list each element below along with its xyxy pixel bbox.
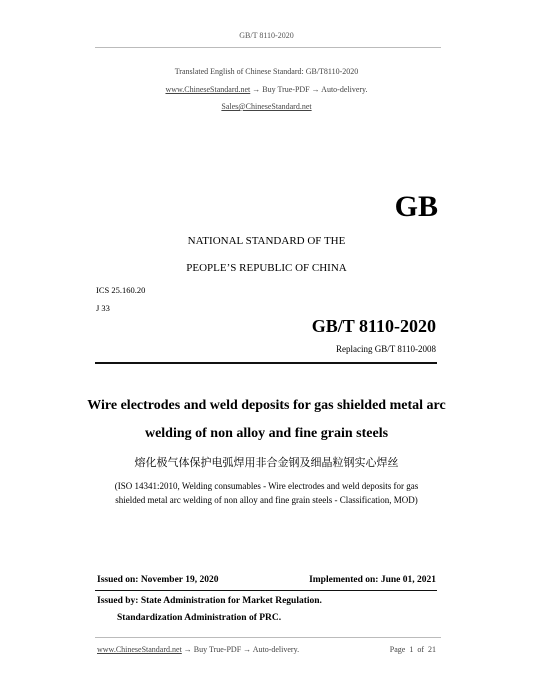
page-total: 21 (428, 645, 436, 654)
iso-reference-line1: (ISO 14341:2010, Welding consumables - Wire electrodes and weld deposits for gas (114, 481, 419, 491)
of-label: of (417, 645, 424, 654)
site-link[interactable]: www.ChineseStandard.net (165, 85, 251, 94)
purchase-line (0, 85, 533, 94)
running-header: GB/T 8110-2020 (239, 31, 294, 40)
page-indicator (390, 645, 436, 654)
footer-divider (95, 637, 441, 638)
email-line (0, 102, 533, 111)
implemented-on: Implemented on: June 01, 2021 (309, 575, 436, 585)
national-standard-line1: NATIONAL STANDARD OF THE (187, 235, 346, 247)
chinese-title: 熔化极气体保护电弧焊用非合金钢及细晶粒钢实心焊丝 (134, 456, 399, 469)
email-link[interactable]: Sales@ChineseStandard.net (221, 102, 312, 111)
footer-purchase-text: → Buy True-PDF → Auto-delivery. (181, 645, 300, 654)
ics-code: ICS 25.160.20 (96, 285, 146, 295)
issued-by-line1: Issued by: State Administration for Market Regulation. (97, 596, 322, 606)
iso-reference-line2: shielded metal arc welding of non alloy and fine grain steels - Classification, MOD) (115, 495, 418, 505)
page-number: 1 (409, 645, 414, 654)
footer-purchase-line (97, 645, 299, 654)
title-divider (95, 362, 437, 364)
dates-divider (95, 590, 437, 591)
purchase-text: → Buy True-PDF → Auto-delivery. (250, 85, 368, 94)
national-standard-line2: PEOPLE’S REPUBLIC OF CHINA (186, 262, 347, 274)
document-number: GB/T 8110-2020 (311, 316, 436, 336)
ccs-code: J 33 (96, 303, 110, 313)
title-line2: welding of non alloy and fine grain steels (144, 426, 389, 441)
issued-on: Issued on: November 19, 2020 (97, 575, 219, 585)
gb-logo: GB (394, 190, 438, 223)
translation-note: Translated English of Chinese Standard: GB/T8110-2020 (174, 67, 359, 76)
page-label: Page (389, 645, 406, 654)
header-divider (95, 47, 441, 48)
footer-site-link[interactable]: www.ChineseStandard.net (97, 645, 182, 654)
title-line1: Wire electrodes and weld deposits for gas shielded metal arc (87, 398, 446, 413)
replacing-note: Replacing GB/T 8110-2008 (336, 344, 436, 354)
issued-by-line2: Standardization Administration of PRC. (117, 613, 282, 623)
